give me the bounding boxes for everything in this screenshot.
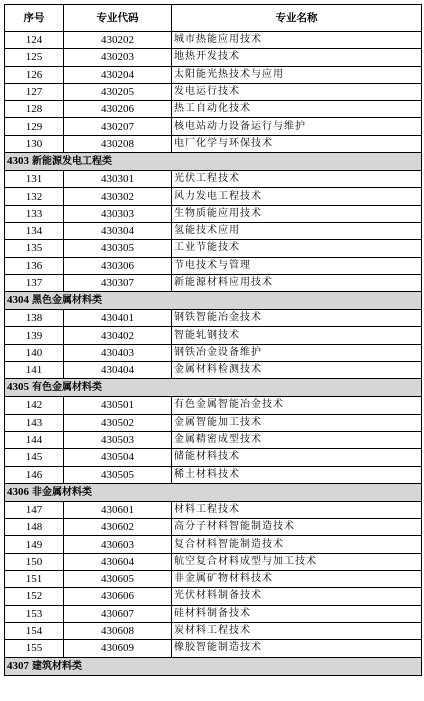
major-code-cell: 430502 [64,414,172,431]
major-code-cell: 430402 [64,327,172,344]
category-code: 4306 [7,485,29,498]
serial-number-cell: 147 [5,501,64,518]
major-row [5,327,422,344]
major-code-cell: 430207 [64,118,172,135]
major-name-cell: 硅材料制备技术 [172,605,422,622]
major-code-cell: 430603 [64,536,172,553]
major-name-cell: 光伏材料制备技术 [172,588,422,605]
category-row [5,483,422,501]
major-code-cell: 430601 [64,501,172,518]
serial-number-cell: 129 [5,118,64,135]
serial-number-cell: 138 [5,310,64,327]
major-row [5,414,422,431]
major-row [5,257,422,274]
major-name-cell: 太阳能光热技术与应用 [172,66,422,83]
serial-number-cell: 140 [5,344,64,361]
major-code-cell: 430606 [64,588,172,605]
major-name-cell: 智能轧钢技术 [172,327,422,344]
serial-number-cell: 142 [5,397,64,414]
serial-number-cell: 146 [5,466,64,483]
category-row [5,657,422,675]
serial-number-cell: 136 [5,257,64,274]
major-name-cell: 橡胶智能制造技术 [172,640,422,657]
major-row [5,240,422,257]
major-name-cell: 航空复合材料成型与加工技术 [172,553,422,570]
major-code-cell: 430302 [64,188,172,205]
major-code-cell: 430608 [64,622,172,639]
major-name-cell: 氢能技术应用 [172,222,422,239]
major-code-cell: 430204 [64,66,172,83]
major-name-cell: 钢铁智能冶金技术 [172,310,422,327]
major-row [5,571,422,588]
major-name-cell: 金属材料检测技术 [172,362,422,379]
serial-number-cell: 126 [5,66,64,83]
major-code-cell: 430505 [64,466,172,483]
major-code-cell: 430403 [64,344,172,361]
major-code-cell: 430205 [64,83,172,100]
major-row [5,32,422,49]
category-code: 4304 [7,294,29,307]
major-code-cell: 430404 [64,362,172,379]
major-name-cell: 热工自动化技术 [172,101,422,118]
serial-number-cell: 154 [5,622,64,639]
serial-number-cell: 127 [5,83,64,100]
major-code-cell: 430602 [64,519,172,536]
category-cell [5,483,422,501]
category-cell [5,292,422,310]
category-cell [5,657,422,675]
serial-number-cell: 134 [5,222,64,239]
major-row [5,344,422,361]
major-name-cell: 节电技术与管理 [172,257,422,274]
major-name-cell: 储能材料技术 [172,449,422,466]
major-name-cell: 金属精密成型技术 [172,431,422,448]
major-code-cell: 430401 [64,310,172,327]
major-name-cell: 非金属矿物材料技术 [172,571,422,588]
major-row [5,362,422,379]
serial-number-cell: 153 [5,605,64,622]
serial-number-cell: 139 [5,327,64,344]
table-header [5,5,422,32]
major-row [5,135,422,152]
major-row [5,274,422,291]
serial-number-cell: 141 [5,362,64,379]
major-code-cell: 430203 [64,49,172,66]
major-name-cell: 城市热能应用技术 [172,32,422,49]
major-catalog-table [4,4,422,676]
major-code-cell: 430206 [64,101,172,118]
major-row [5,222,422,239]
category-name: 非金属材料类 [32,486,92,498]
major-name-cell: 生物质能应用技术 [172,205,422,222]
major-code-cell: 430504 [64,449,172,466]
major-row [5,188,422,205]
major-row [5,83,422,100]
header-row [5,5,422,32]
major-name-cell: 电厂化学与环保技术 [172,135,422,152]
major-row [5,553,422,570]
major-row [5,588,422,605]
category-name: 有色金属材料类 [32,382,102,394]
serial-number-cell: 148 [5,519,64,536]
major-row [5,449,422,466]
major-name-cell: 风力发电工程技术 [172,188,422,205]
category-code: 4305 [7,381,29,394]
table-body [5,32,422,676]
header-serial-number: 序号 [5,5,64,32]
major-code-cell: 430303 [64,205,172,222]
serial-number-cell: 128 [5,101,64,118]
major-row [5,171,422,188]
major-row [5,605,422,622]
serial-number-cell: 152 [5,588,64,605]
category-row [5,292,422,310]
category-code: 4307 [7,659,29,672]
category-row [5,379,422,397]
major-code-cell: 430306 [64,257,172,274]
major-name-cell: 工业节能技术 [172,240,422,257]
major-row [5,397,422,414]
major-name-cell: 发电运行技术 [172,83,422,100]
serial-number-cell: 135 [5,240,64,257]
serial-number-cell: 143 [5,414,64,431]
serial-number-cell: 151 [5,571,64,588]
category-row [5,153,422,171]
major-row [5,622,422,639]
major-row [5,101,422,118]
major-row [5,431,422,448]
major-code-cell: 430202 [64,32,172,49]
serial-number-cell: 132 [5,188,64,205]
major-row [5,466,422,483]
serial-number-cell: 124 [5,32,64,49]
major-row [5,536,422,553]
serial-number-cell: 144 [5,431,64,448]
serial-number-cell: 131 [5,171,64,188]
category-name: 黑色金属材料类 [32,295,102,307]
header-major-name: 专业名称 [172,5,422,32]
major-name-cell: 材料工程技术 [172,501,422,518]
major-name-cell: 有色金属智能冶金技术 [172,397,422,414]
serial-number-cell: 130 [5,135,64,152]
major-name-cell: 复合材料智能制造技术 [172,536,422,553]
serial-number-cell: 137 [5,274,64,291]
category-code: 4303 [7,155,29,168]
major-row [5,310,422,327]
major-code-cell: 430301 [64,171,172,188]
serial-number-cell: 145 [5,449,64,466]
major-row [5,49,422,66]
major-row [5,640,422,657]
major-code-cell: 430208 [64,135,172,152]
major-name-cell: 新能源材料应用技术 [172,274,422,291]
major-name-cell: 光伏工程技术 [172,171,422,188]
category-name: 新能源发电工程类 [32,156,112,168]
major-row [5,519,422,536]
major-name-cell: 稀土材料技术 [172,466,422,483]
serial-number-cell: 133 [5,205,64,222]
serial-number-cell: 150 [5,553,64,570]
category-cell [5,379,422,397]
major-code-cell: 430307 [64,274,172,291]
header-major-code: 专业代码 [64,5,172,32]
major-row [5,118,422,135]
major-name-cell: 钢铁冶金设备维护 [172,344,422,361]
serial-number-cell: 149 [5,536,64,553]
major-code-cell: 430607 [64,605,172,622]
major-code-cell: 430604 [64,553,172,570]
major-code-cell: 430605 [64,571,172,588]
major-code-cell: 430609 [64,640,172,657]
major-row [5,501,422,518]
major-row [5,205,422,222]
major-name-cell: 地热开发技术 [172,49,422,66]
serial-number-cell: 155 [5,640,64,657]
major-name-cell: 金属智能加工技术 [172,414,422,431]
major-code-cell: 430304 [64,222,172,239]
major-row [5,66,422,83]
major-code-cell: 430305 [64,240,172,257]
serial-number-cell: 125 [5,49,64,66]
major-name-cell: 核电站动力设备运行与维护 [172,118,422,135]
category-name: 建筑材料类 [32,660,82,672]
major-catalog-sheet [4,4,421,676]
major-name-cell: 炭材料工程技术 [172,622,422,639]
major-code-cell: 430501 [64,397,172,414]
major-code-cell: 430503 [64,431,172,448]
major-name-cell: 高分子材料智能制造技术 [172,519,422,536]
category-cell [5,153,422,171]
